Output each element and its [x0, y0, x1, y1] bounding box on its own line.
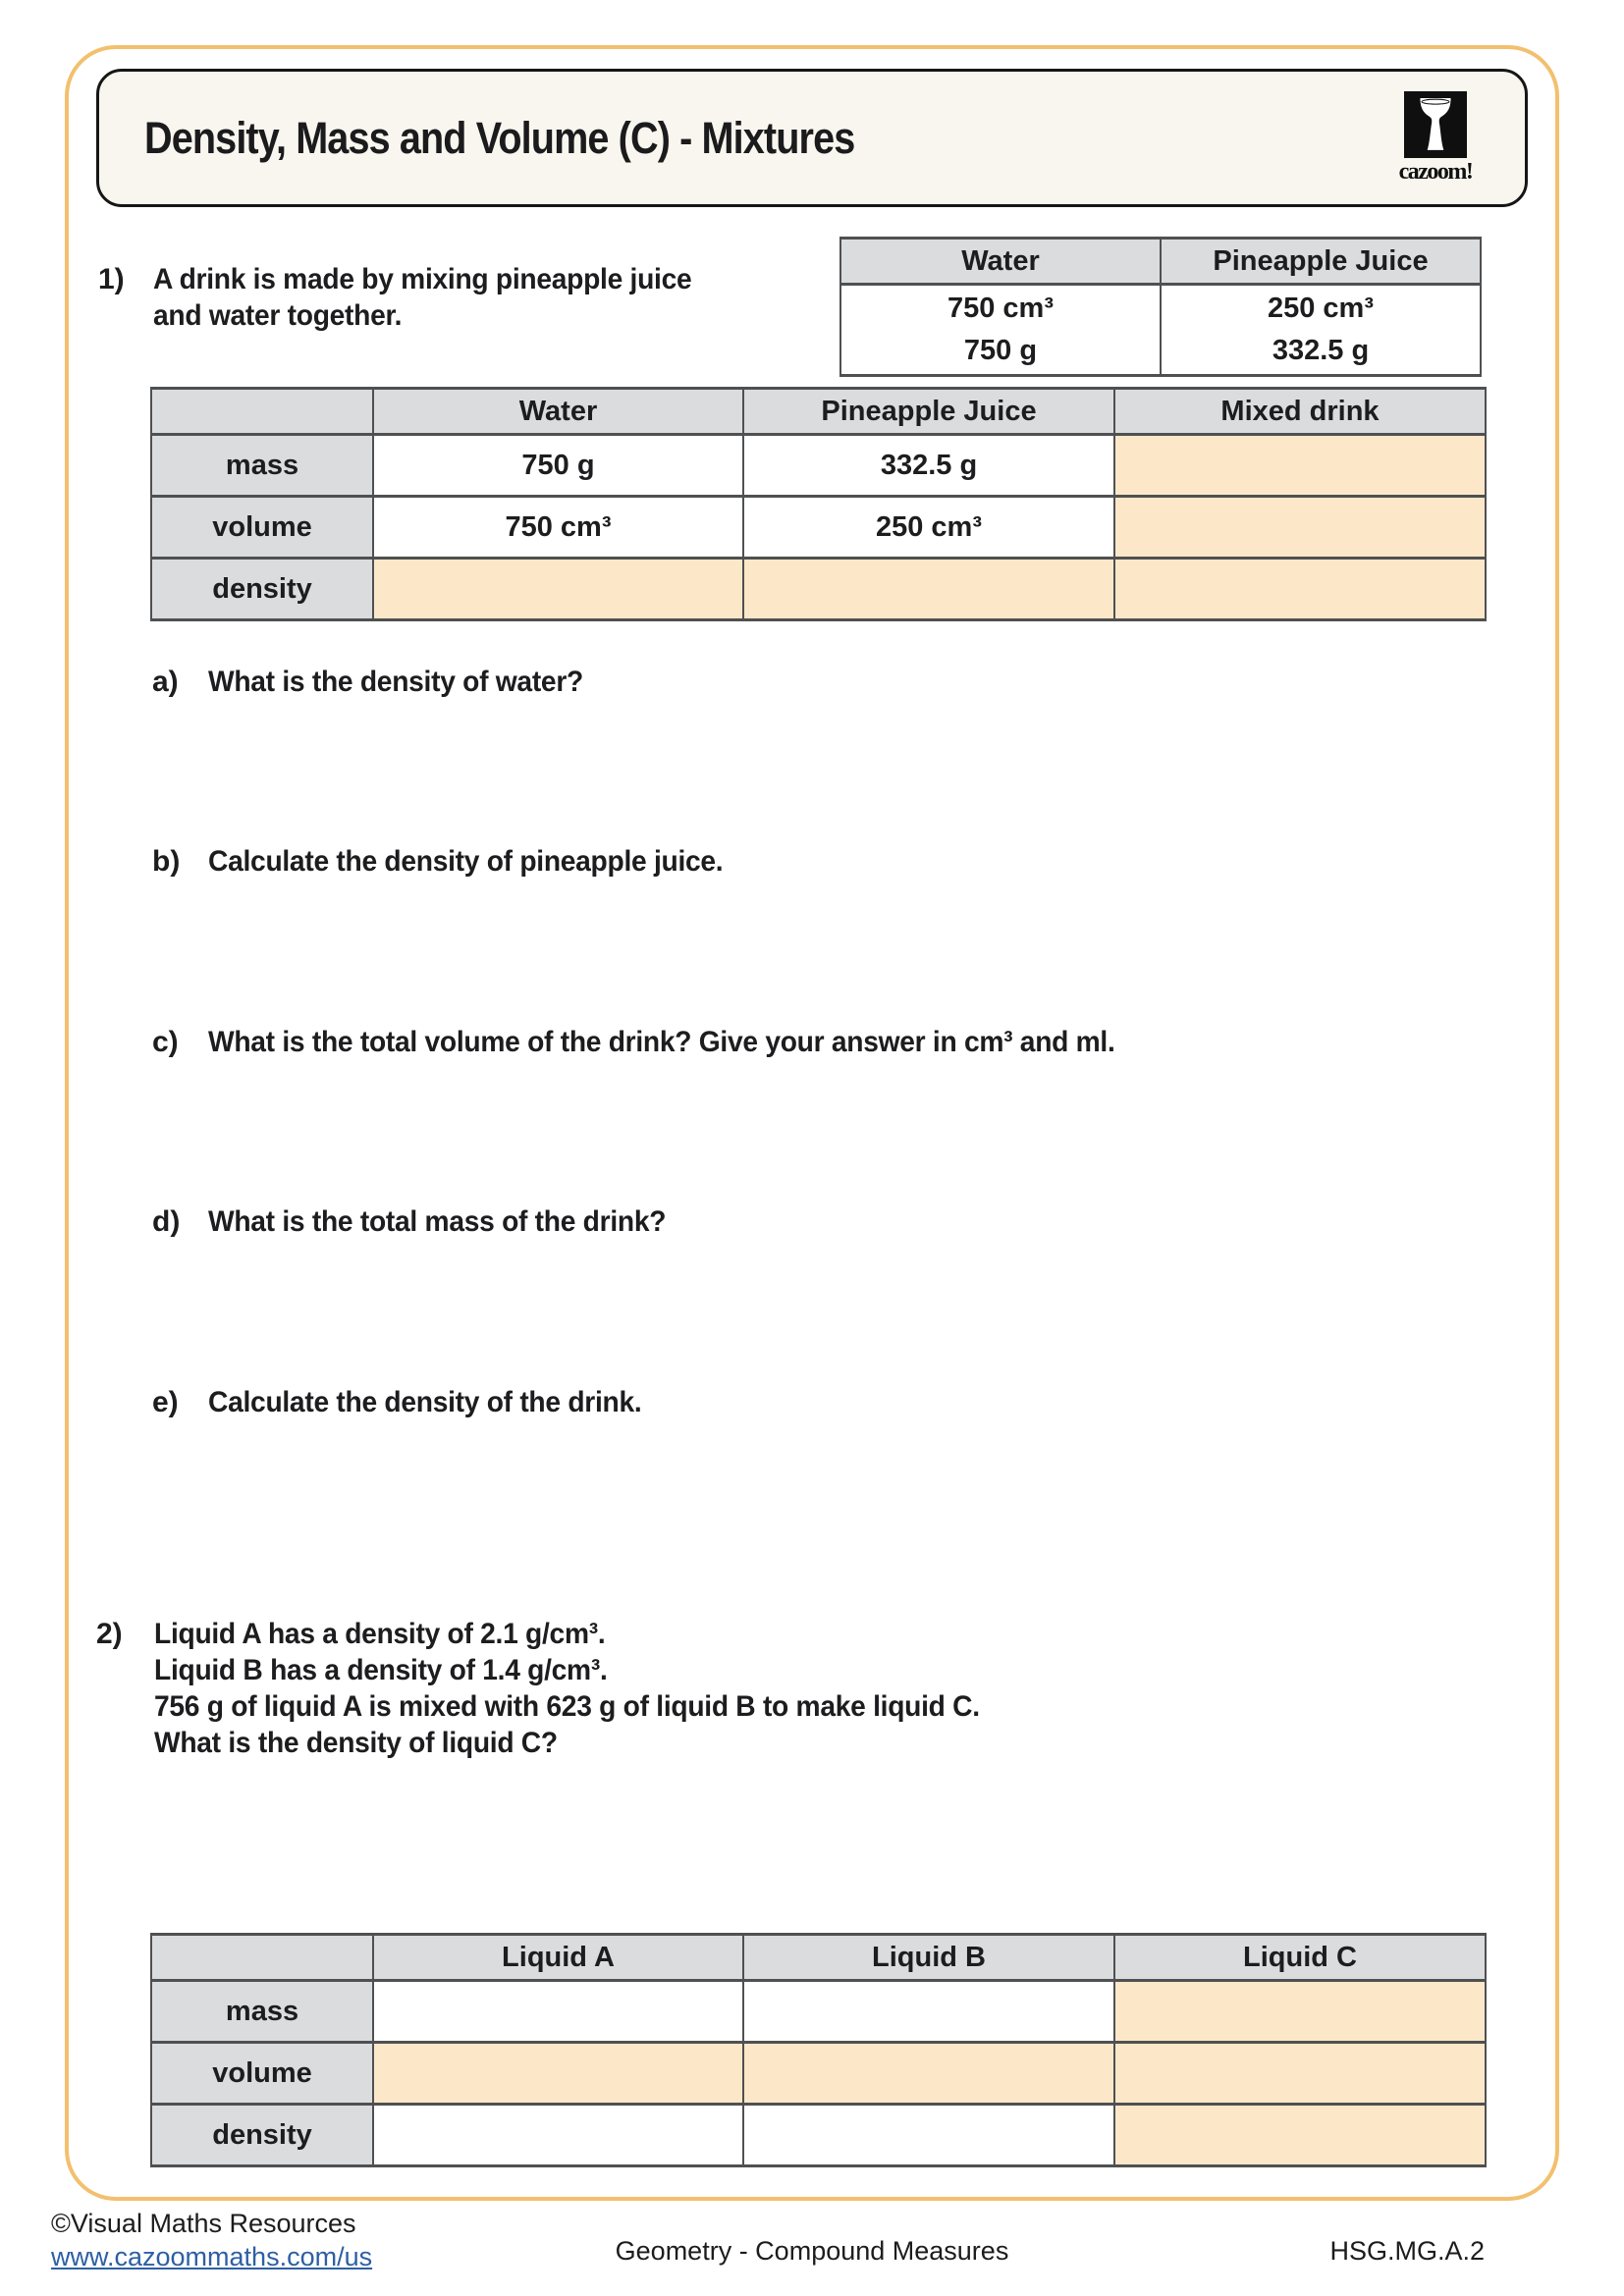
juice-volume-value: 250 cm³ [1267, 293, 1374, 324]
q2-col-liquid-b: Liquid B [743, 1935, 1114, 1981]
worksheet-header [96, 69, 1528, 207]
water-mass-value: 750 g [963, 335, 1038, 366]
question-2-line-2: Liquid B has a density of 1.4 g/cm³. [154, 1654, 608, 1686]
question-2-line-4: What is the density of liquid C? [154, 1727, 558, 1759]
q1-mass-mixed-answer-cell [1114, 435, 1486, 497]
q2-row-label-density: density [151, 2105, 373, 2166]
q2-volume-liquid-a-answer-cell [373, 2043, 743, 2105]
cazoom-drum-icon [1404, 91, 1467, 158]
q2-volume-liquid-b-answer-cell [743, 2043, 1114, 2105]
q2-col-liquid-c: Liquid C [1114, 1935, 1486, 1981]
question-1-number: 1) [98, 263, 125, 295]
q1-density-juice-answer-cell [743, 559, 1114, 620]
given-values-body-row [840, 285, 1481, 376]
part-c-label: c) [152, 1026, 179, 1058]
q2-volume-row [151, 2043, 1486, 2105]
q1-volume-water: 750 cm³ [373, 497, 743, 559]
q1-mass-juice: 332.5 g [743, 435, 1114, 497]
q1-table-corner-cell [151, 389, 373, 435]
q2-mass-row [151, 1981, 1486, 2043]
cazoom-logo-text: cazoom! [1398, 159, 1473, 185]
question-2-number: 2) [96, 1618, 123, 1650]
part-c-text: What is the total volume of the drink? Give your answer in cm³ and ml. [208, 1026, 1115, 1058]
given-juice-header: Pineapple Juice [1161, 239, 1481, 285]
given-water-values [840, 285, 1161, 376]
part-a-label: a) [152, 666, 179, 698]
cazoom-logo [1393, 91, 1478, 186]
q1-row-label-mass: mass [151, 435, 373, 497]
q1-row-label-volume: volume [151, 497, 373, 559]
part-d-text: What is the total mass of the drink? [208, 1205, 667, 1238]
q1-col-water: Water [373, 389, 743, 435]
q2-row-label-mass: mass [151, 1981, 373, 2043]
part-d-label: d) [152, 1205, 181, 1238]
given-water-header: Water [840, 239, 1161, 285]
q1-density-mixed-answer-cell [1114, 559, 1486, 620]
part-b-text: Calculate the density of pineapple juice. [208, 845, 724, 878]
q2-density-row [151, 2105, 1486, 2166]
question-2-line-1: Liquid A has a density of 2.1 g/cm³. [154, 1618, 606, 1650]
given-values-header-row [840, 239, 1481, 285]
part-b-label: b) [152, 845, 181, 878]
footer-category: Geometry - Compound Measures [615, 2236, 1009, 2266]
q1-volume-row [151, 497, 1486, 559]
q2-mass-liquid-b-cell [743, 1981, 1114, 2043]
question-2-line-3: 756 g of liquid A is mixed with 623 g of liquid B to make liquid C. [154, 1690, 980, 1723]
q2-density-liquid-c-answer-cell [1114, 2105, 1486, 2166]
q1-col-juice: Pineapple Juice [743, 389, 1114, 435]
q1-row-label-density: density [151, 559, 373, 620]
q1-volume-mixed-answer-cell [1114, 497, 1486, 559]
q2-density-liquid-b-cell [743, 2105, 1114, 2166]
q1-col-mixed: Mixed drink [1114, 389, 1486, 435]
q2-density-liquid-a-cell [373, 2105, 743, 2166]
q2-table-header-row [151, 1935, 1486, 1981]
part-e-label: e) [152, 1386, 179, 1418]
q2-answer-table [150, 1933, 1487, 2167]
q1-mass-water: 750 g [373, 435, 743, 497]
footer-website-link[interactable]: www.cazoommaths.com/us [51, 2242, 373, 2271]
q1-density-water-answer-cell [373, 559, 743, 620]
q2-mass-liquid-a-cell [373, 1981, 743, 2043]
given-values-table [839, 237, 1482, 377]
q2-table-corner-cell [151, 1935, 373, 1981]
q1-density-row [151, 559, 1486, 620]
page-title: Density, Mass and Volume (C) - Mixtures [144, 112, 855, 163]
question-1-line-1: A drink is made by mixing pineapple juice [153, 263, 692, 295]
question-1-line-2: and water together. [153, 299, 403, 332]
q1-table-header-row [151, 389, 1486, 435]
water-volume-value: 750 cm³ [947, 293, 1054, 324]
q1-answer-table [150, 387, 1487, 621]
part-a-text: What is the density of water? [208, 666, 583, 698]
q2-col-liquid-a: Liquid A [373, 1935, 743, 1981]
q2-row-label-volume: volume [151, 2043, 373, 2105]
q1-mass-row [151, 435, 1486, 497]
footer-standard-code: HSG.MG.A.2 [1329, 2236, 1485, 2266]
juice-mass-value: 332.5 g [1272, 335, 1370, 366]
q1-volume-juice: 250 cm³ [743, 497, 1114, 559]
q2-mass-liquid-c-answer-cell [1114, 1981, 1486, 2043]
given-juice-values [1161, 285, 1481, 376]
part-e-text: Calculate the density of the drink. [208, 1386, 642, 1418]
footer-copyright: ©Visual Maths Resources [51, 2209, 356, 2238]
q2-volume-liquid-c-answer-cell [1114, 2043, 1486, 2105]
